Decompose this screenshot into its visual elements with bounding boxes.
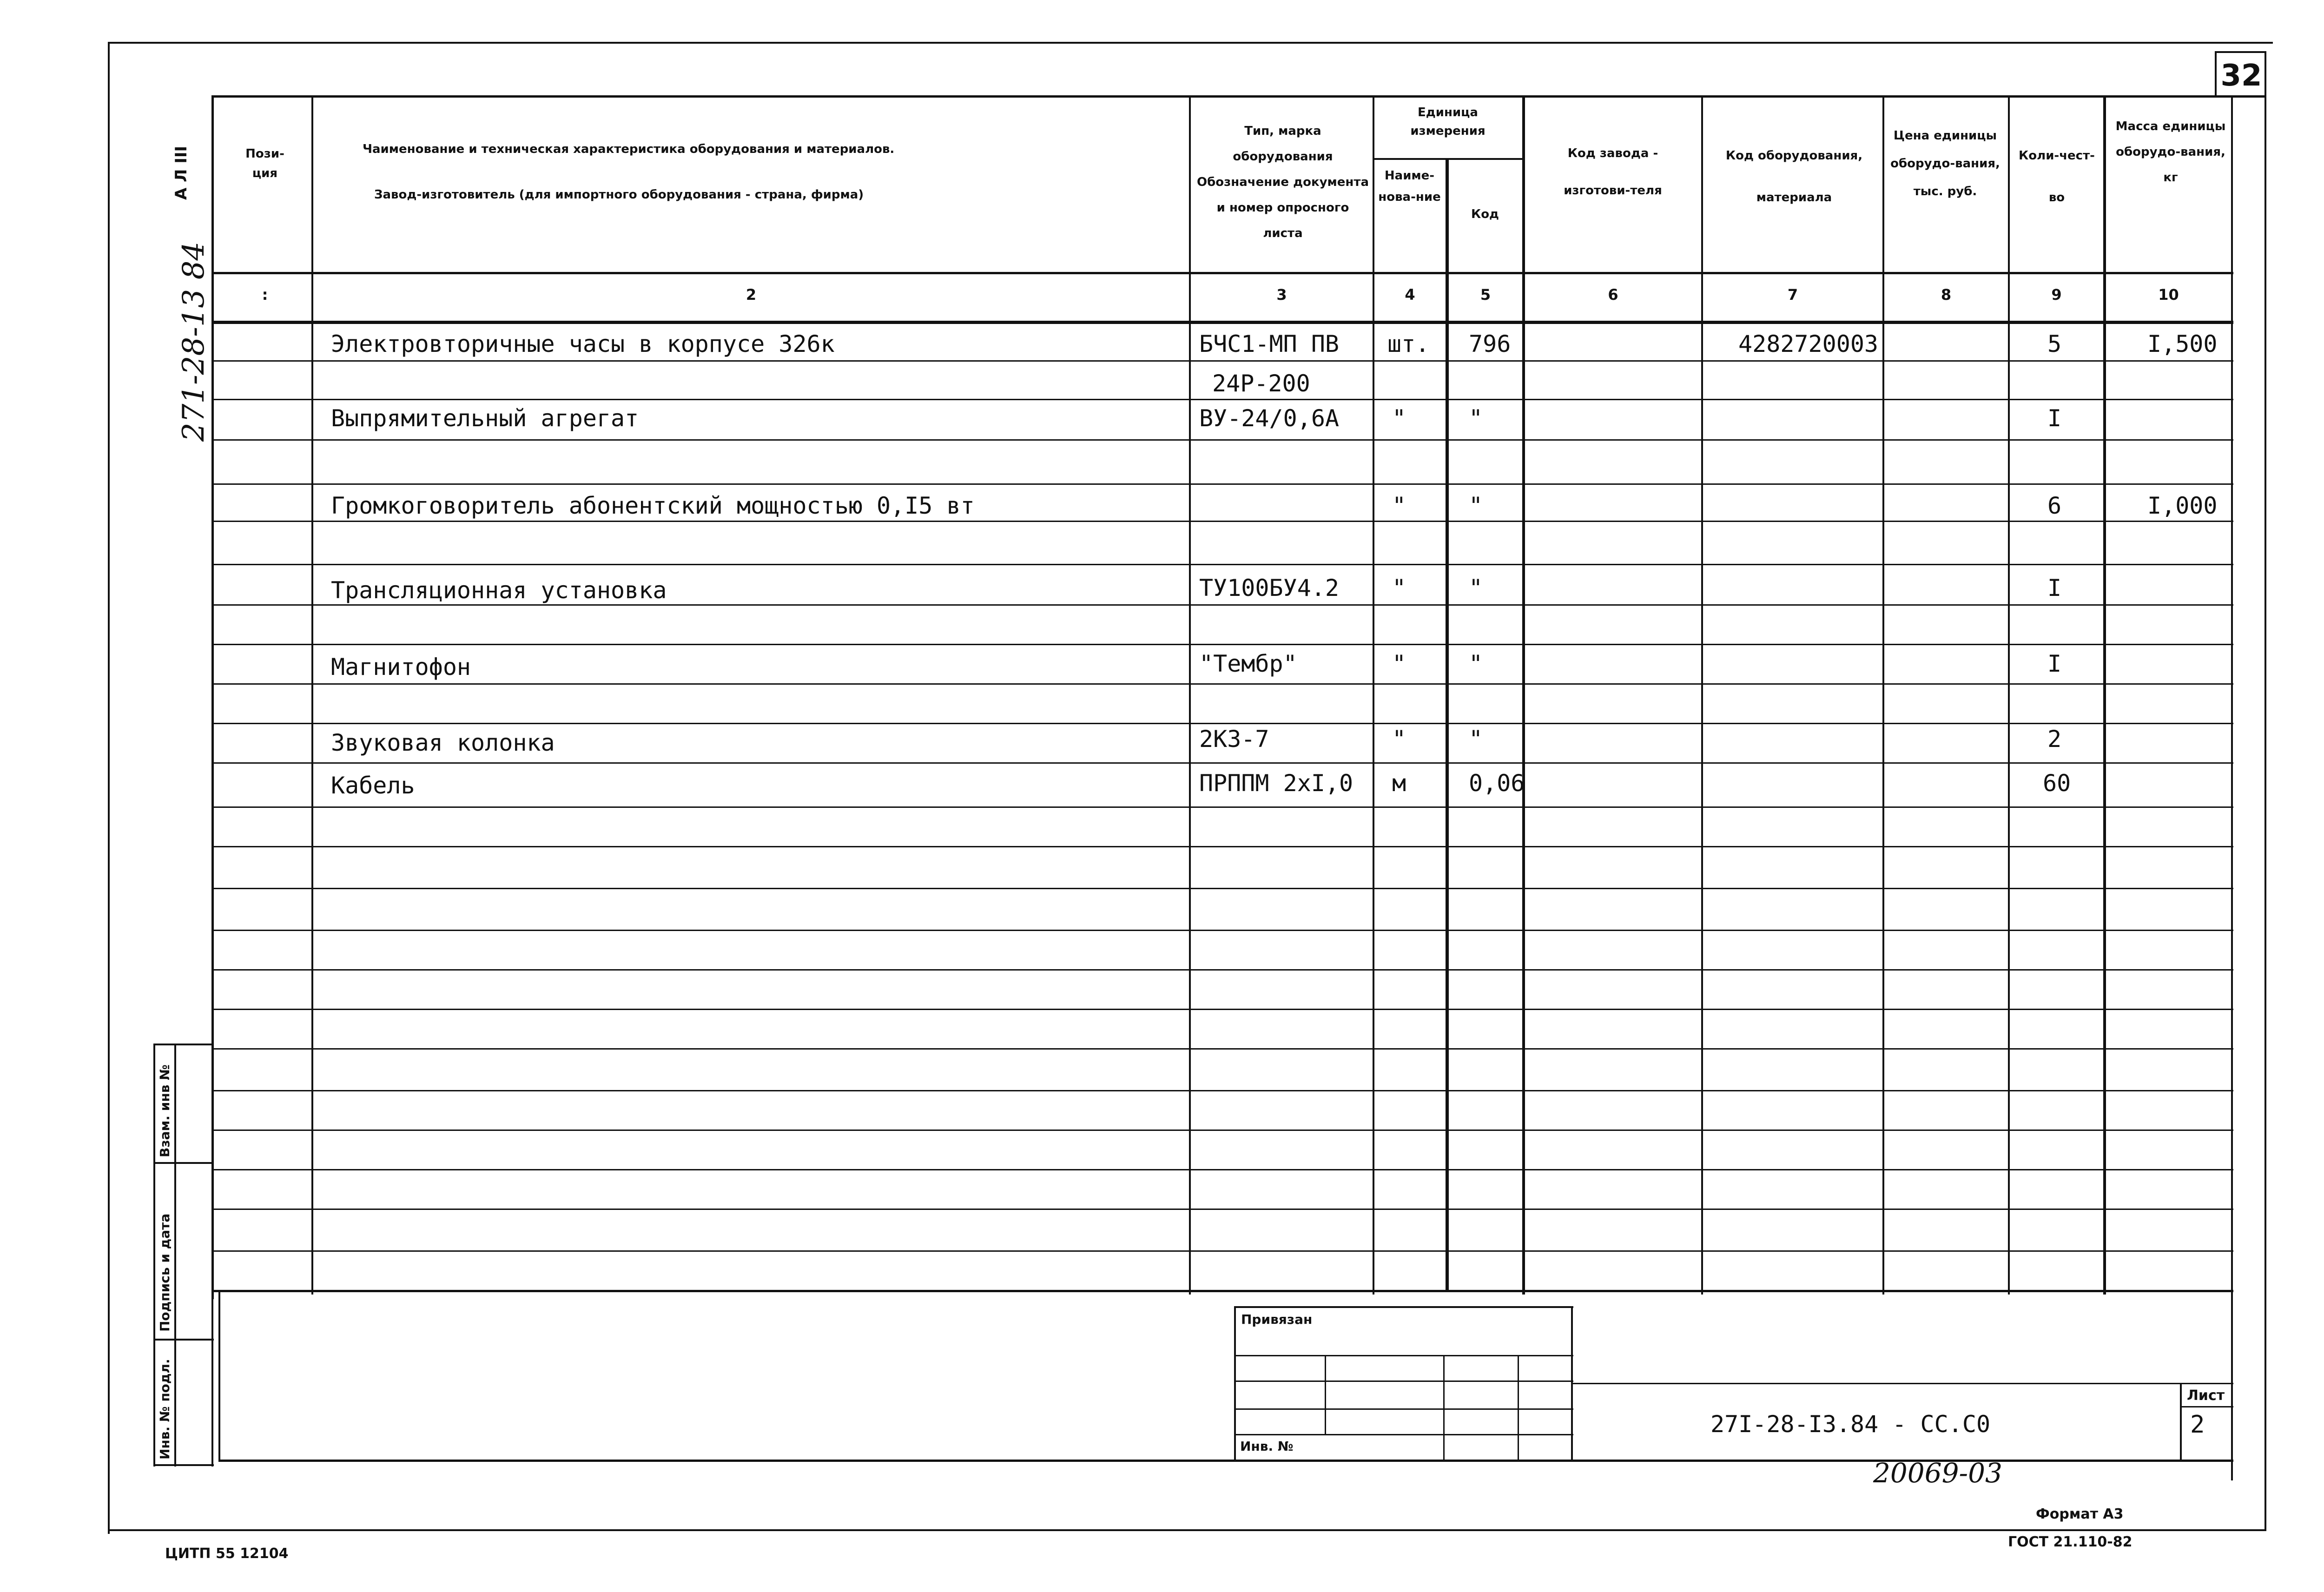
row-type: БЧС1-МП ПВ <box>1199 330 1340 357</box>
header-material-code: Код оборудования, материала <box>1725 149 1863 205</box>
header-name-line1: Чаименование и техническая характеристика оборудования и материалов. <box>363 142 895 156</box>
row-unit: шт. <box>1387 330 1430 357</box>
col-num-2: 2 <box>746 286 757 304</box>
row-unit: м <box>1392 770 1406 797</box>
side-label-inv: Инв. № подл. <box>157 1359 172 1460</box>
header-price: Цена единицы оборудо-вания, тыс. руб. <box>1890 129 2000 198</box>
row-quantity: 60 <box>2043 770 2071 797</box>
footer-format: Формат А3 <box>2036 1506 2124 1522</box>
row-name: Выпрямительный агрегат <box>331 405 639 432</box>
header-factory-code: Код завода - изготови-теля <box>1564 146 1662 198</box>
row-quantity: 2 <box>2047 726 2062 753</box>
col-num-4: 4 <box>1405 286 1415 304</box>
stamp-inv-no: Инв. № <box>1240 1439 1294 1454</box>
row-quantity: I <box>2047 650 2062 677</box>
frame-top <box>108 42 2273 44</box>
row-code: " <box>1469 575 1483 601</box>
col-num-6: 6 <box>1608 286 1618 304</box>
row-code: 0,06 <box>1469 770 1525 797</box>
row-quantity: I <box>2047 575 2062 601</box>
header-position: Пози- ция <box>245 147 284 180</box>
row-type: ВУ-24/0,6А <box>1199 405 1340 432</box>
row-unit: " <box>1392 575 1406 601</box>
row-mass: I,000 <box>2147 492 2218 519</box>
row-name: Громкоговоритель абонентский мощностью 0,I5 вт <box>331 492 975 519</box>
row-unit: " <box>1392 650 1406 677</box>
stamp-list-no: 2 <box>2190 1411 2205 1439</box>
row-code: " <box>1469 492 1483 519</box>
row-type: ТУ100БУ4.2 <box>1199 575 1340 601</box>
sheet-corner-number: 32 <box>2220 59 2262 93</box>
header-unit-code: Код <box>1471 207 1499 221</box>
row-mass: I,500 <box>2147 330 2218 357</box>
col-num-1: : <box>262 286 268 304</box>
row-type: "Тембр" <box>1199 650 1297 677</box>
row-type: ПРППМ 2хI,0 <box>1199 770 1353 797</box>
header-type: Тип, марка оборудования Обозначение документа и номер опросного листа <box>1197 124 1369 240</box>
row-name: Электровторичные часы в корпусе 326к <box>331 330 835 357</box>
frame-bottom <box>110 1529 2266 1531</box>
row-name: Трансляционная установка <box>331 577 667 604</box>
row-code: " <box>1469 650 1483 677</box>
row-type: 2КЗ-7 <box>1199 726 1269 753</box>
stamp-list-label: Лист <box>2187 1387 2225 1404</box>
footer-citp: ЦИТП 55 12104 <box>165 1546 289 1562</box>
side-label-podpis: Подпись и дата <box>157 1213 172 1332</box>
row-code: " <box>1469 726 1483 753</box>
col-num-7: 7 <box>1787 286 1798 304</box>
header-quantity: Коли-чест-во <box>2019 149 2095 205</box>
table-top <box>211 95 2266 98</box>
col-num-5: 5 <box>1480 286 1491 304</box>
row-code: 796 <box>1469 330 1511 357</box>
row-name: Кабель <box>331 772 415 799</box>
col-num-9: 9 <box>2051 286 2062 304</box>
stamp-privyazan: Привязан <box>1241 1312 1313 1327</box>
col-num-3: 3 <box>1276 286 1287 304</box>
row-quantity: 5 <box>2047 330 2062 357</box>
row-quantity: I <box>2047 405 2062 432</box>
header-unit-group: Единица измерения <box>1410 106 1486 138</box>
header-unit-name: Наиме-нова-ние <box>1378 169 1441 204</box>
frame-right <box>2265 51 2266 1531</box>
row-material-code: 4282720003 <box>1738 330 1879 357</box>
row-code: " <box>1469 405 1483 432</box>
row-quantity: 6 <box>2047 492 2062 519</box>
stamp-doc-code: 27I-28-I3.84 - СС.С0 <box>1710 1411 1991 1438</box>
row-name: Звуковая колонка <box>331 729 555 756</box>
header-name-line2: Завод-изготовитель (для импортного оборудования - страна, фирма) <box>374 188 864 202</box>
row-unit: " <box>1392 492 1406 519</box>
handwritten-archive-number: 20069-03 <box>1873 1457 2002 1489</box>
header-mass: Масса единицы оборудо-вания, кг <box>2115 119 2226 185</box>
side-label-top: А Л III <box>172 145 191 200</box>
col-num-10: 10 <box>2158 286 2179 304</box>
row-type: 24Р-200 <box>1212 370 1310 397</box>
side-label-vzam: Взам. инв № <box>157 1064 172 1157</box>
side-handwritten-number: 271-28-13 84 <box>177 241 211 442</box>
row-unit: " <box>1392 726 1406 753</box>
frame-left <box>108 42 110 1534</box>
footer-gost: ГОСТ 21.110-82 <box>2008 1534 2133 1550</box>
row-unit: " <box>1392 405 1406 432</box>
row-name: Магнитофон <box>331 654 471 680</box>
col-num-8: 8 <box>1941 286 1952 304</box>
